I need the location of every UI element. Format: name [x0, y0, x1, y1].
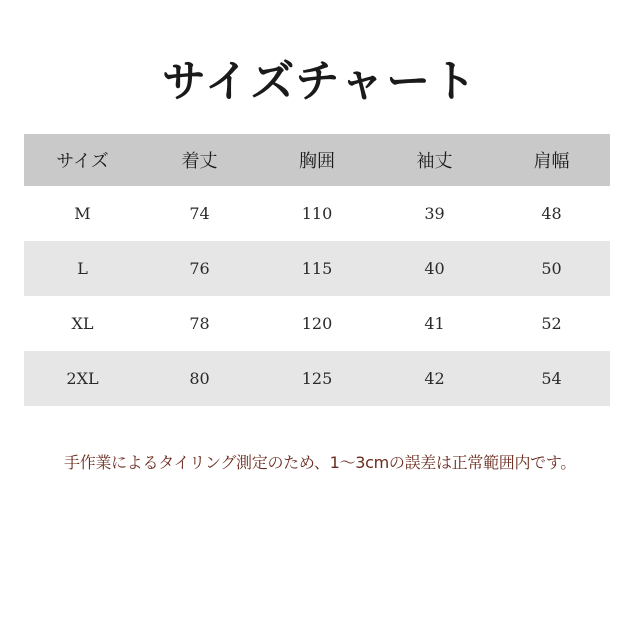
measurement-note: 手作業によるタイリング測定のため、1～3cmの誤差は正常範囲内です。 [64, 453, 576, 472]
cell-shoulder: 54 [541, 369, 562, 388]
cell-shoulder: 52 [541, 314, 562, 333]
page-title: サイズチャート [161, 56, 479, 107]
cell-sleeve: 42 [424, 369, 445, 388]
cell-length: 76 [189, 259, 210, 278]
cell-size: XL [71, 314, 94, 333]
cell-length: 78 [189, 314, 210, 333]
header-size: サイズ [56, 151, 109, 172]
cell-size: L [77, 259, 88, 278]
cell-sleeve: 41 [424, 314, 445, 333]
table-row [24, 351, 610, 406]
header-shoulder: 肩幅 [533, 151, 570, 172]
size-chart-table [24, 134, 610, 406]
header-sleeve: 袖丈 [416, 151, 453, 172]
table-row [24, 241, 610, 296]
table-header-row [24, 134, 610, 186]
cell-length: 80 [189, 369, 210, 388]
cell-size: M [74, 204, 91, 223]
cell-chest: 110 [301, 204, 333, 223]
header-chest: 胸囲 [299, 151, 335, 172]
table-row [24, 296, 610, 351]
cell-shoulder: 50 [541, 259, 562, 278]
cell-chest: 120 [301, 314, 333, 333]
header-length: 着丈 [181, 151, 218, 172]
cell-chest: 115 [301, 259, 333, 278]
cell-length: 74 [189, 204, 210, 223]
cell-chest: 125 [301, 369, 333, 388]
cell-shoulder: 48 [541, 204, 562, 223]
table-row [24, 186, 610, 241]
cell-sleeve: 40 [424, 259, 445, 278]
cell-sleeve: 39 [424, 204, 445, 223]
cell-size: 2XL [66, 369, 99, 388]
